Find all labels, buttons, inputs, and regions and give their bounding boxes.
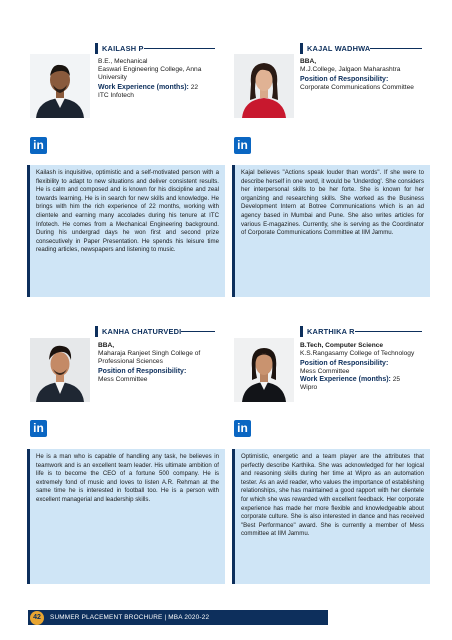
profile-name: KAILASH P [95,43,144,54]
profile-photo-kailash [30,54,90,118]
profile-info [98,58,213,100]
college: Easwari Engineering College, Anna University [98,66,202,81]
company: Wipro [300,384,318,391]
degree: BBA, [98,342,115,349]
profile-bio: Kajal believes "Actions speak louder than words". If she were to describe herself in one word, it would be 'Underdog'. She considers her interpersonal skills to be her forte. She is known for her organizing and researching skills. She worked as the Business Development Intern at Botree Communications which is an ad agency based in Mumbai and Pune. She also writes articles for various E-magazines. Currently, she is serving as the Coordinator of Corporate Communications Committee at IIM Jammu. [232,165,430,297]
profile-info [300,342,430,392]
profile-info [98,342,213,384]
linkedin-icon[interactable]: in [30,420,47,437]
profile-bio: Optimistic, energetic and a team player are the attributes that perfectly describe Karthika. She was acknowledged for her logical and reasoning skills during her time at Wipro as an automation tester. As an avid reader, who values the importance of establishing relationships, she has maintained a good rapport with her clientele for which she was rewarded with excellent feedback. Her corporate experience has made her more flexible and knowledgeable about corporate culture. She is also interested in dance and has received "Best Performance" award. She is currently a member of Mess committee at IIM Jammu. [232,449,430,584]
profile-name: KAJAL WADHWA [300,43,370,54]
profile-name: KANHA CHATURVEDI [95,326,181,337]
linkedin-icon[interactable]: in [234,137,251,154]
position-label: Position of Responsibility: [300,360,389,367]
college: Maharaja Ranjeet Singh College of Professional Sciences [98,350,201,365]
college: K.S.Rangasamy College of Technology [300,350,415,357]
company: ITC Infotech [98,92,134,99]
page-footer [28,610,328,625]
degree: B.Tech, Computer Science [300,342,384,349]
college: M.J.College, Jalgaon Maharashtra [300,66,401,73]
position-label: Position of Responsibility: [98,368,187,375]
work-experience-label: Work Experience (months): [300,376,391,383]
page-number-badge: 42 [30,611,44,625]
work-experience-value: 25 [392,376,401,383]
profile-info [300,58,415,92]
profile-photo-kajal [234,54,294,118]
position-value: Corporate Communications Committee [300,84,414,91]
linkedin-icon[interactable]: in [30,137,47,154]
work-experience-value: 22 [190,84,199,91]
position-value: Mess Committee [300,368,350,375]
degree: BBA, [300,58,317,65]
profile-name: KARTHIKA R [300,326,355,337]
work-experience-label: Work Experience (months): [98,84,189,91]
profile-bio: Kailash is inquisitive, optimistic and a self-motivated person with a flexibility to adapt to new situations and deliver consistent results. He is calm and composed and is known for his discipline and zeal towards learning. He is in search for new skills and knowledge. He brings with him the rich experience of 22 months, working with clientele and earning many accolades during his tenure at ITC Infotech. He comes from a Mechanical Engineering background. During his undergrad days he won first and second prize consecutively in Paper Presentation. He spends his leisure time reading articles, newspapers and listening to music. [27,165,225,297]
profile-bio: He is a man who is capable of handling any task, he believes in teamwork and is an excellent team leader. His ultimate ambition of life is to become the CEO of a fortune 500 company. He is extremely fond of music and loves to listen A.R. Rehman at the same time he is interested in football too. He is a person with excellent managerial and leadership skills. [27,449,225,584]
linkedin-icon[interactable]: in [234,420,251,437]
degree: B.E., Mechanical [98,58,148,65]
footer-text: SUMMER PLACEMENT BROCHURE | MBA 2020-22 [50,614,210,621]
position-label: Position of Responsibility: [300,76,389,83]
position-value: Mess Committee [98,376,148,383]
profile-photo-karthika [234,338,294,402]
profile-photo-kanha [30,338,90,402]
